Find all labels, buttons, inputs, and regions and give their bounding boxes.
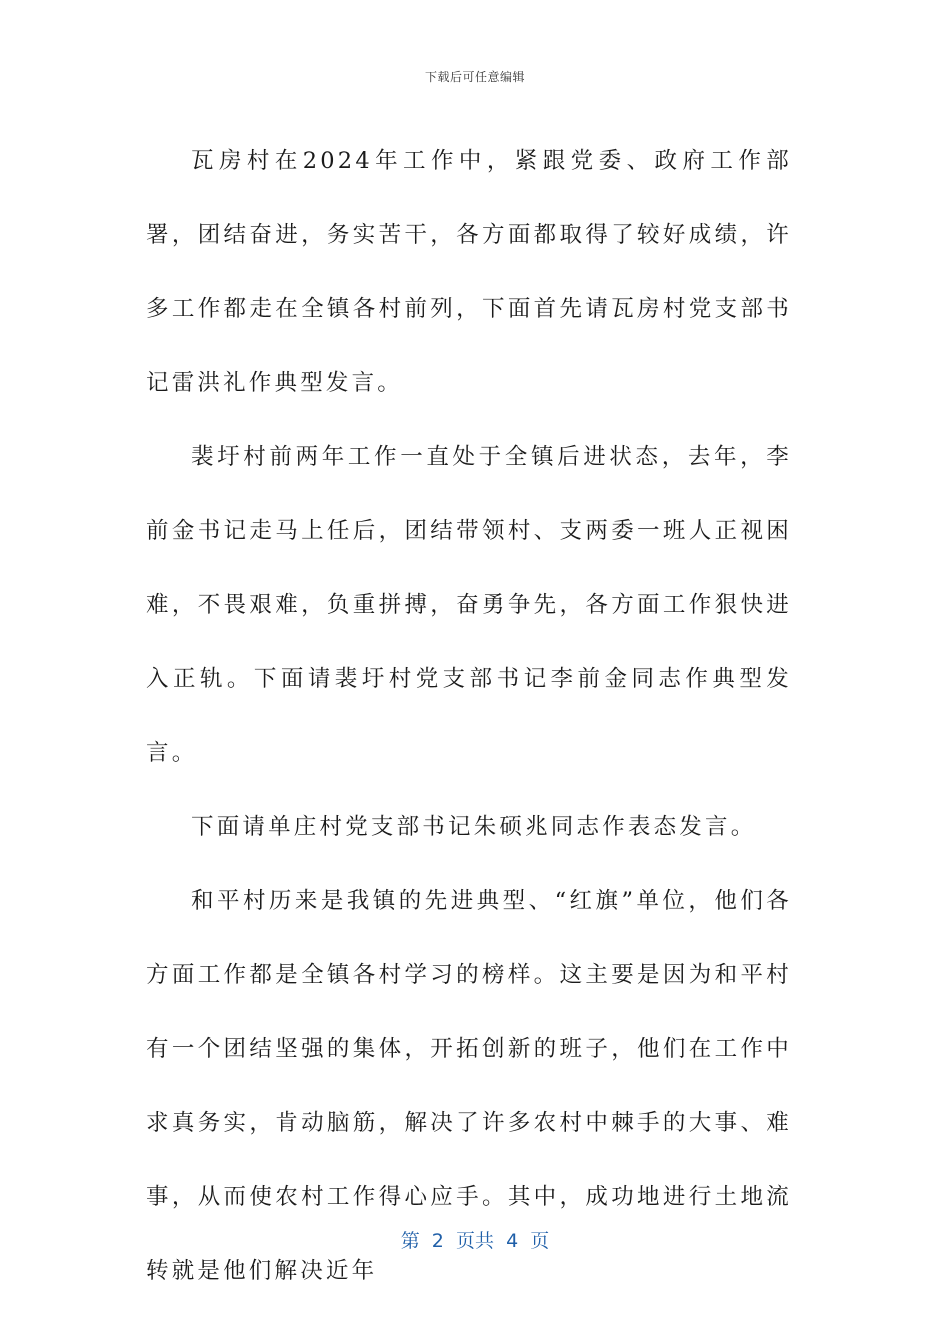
document-body [146,124,792,1308]
footer-total-pages: 4 [506,1230,519,1252]
header-note: 下载后可任意编辑 [424,70,525,84]
paragraph-3: 下面请单庄村党支部书记朱硕兆同志作表态发言。 [191,814,757,840]
paragraph-1: 瓦房村在2024年工作中，紧跟党委、政府工作部署，团结奋进，务实苦干，各方面都取得了较好成绩，许多工作都走在全镇各村前列，下面首先请瓦房村党支部书记雷洪礼作典型发言。 [146,148,792,396]
footer-current-page: 2 [431,1230,444,1252]
page-footer [0,1226,950,1253]
paragraph-4: 和平村历来是我镇的先进典型、“红旗”单位，他们各方面工作都是全镇各村学习的榜样。这主要是因为和平村有一个团结坚强的集体，开拓创新的班子，他们在工作中求真务实，肯动脑筋，解决了许多农村中棘手的大事、难事，从而使农村工作得心应手。其中，成功地进行土地流转就是他们解决近年 [146,888,792,1284]
footer-suffix: 页 [530,1230,550,1252]
footer-prefix: 第 [400,1230,420,1252]
footer-middle: 页共 [455,1230,494,1252]
paragraph-2: 裴圩村前两年工作一直处于全镇后进状态，去年，李前金书记走马上任后，团结带领村、支两委一班人正视困难，不畏艰难，负重拼搏，奋勇争先，各方面工作狠快进入正轨。下面请裴圩村党支部书记李前金同志作典型发言。 [146,444,792,766]
